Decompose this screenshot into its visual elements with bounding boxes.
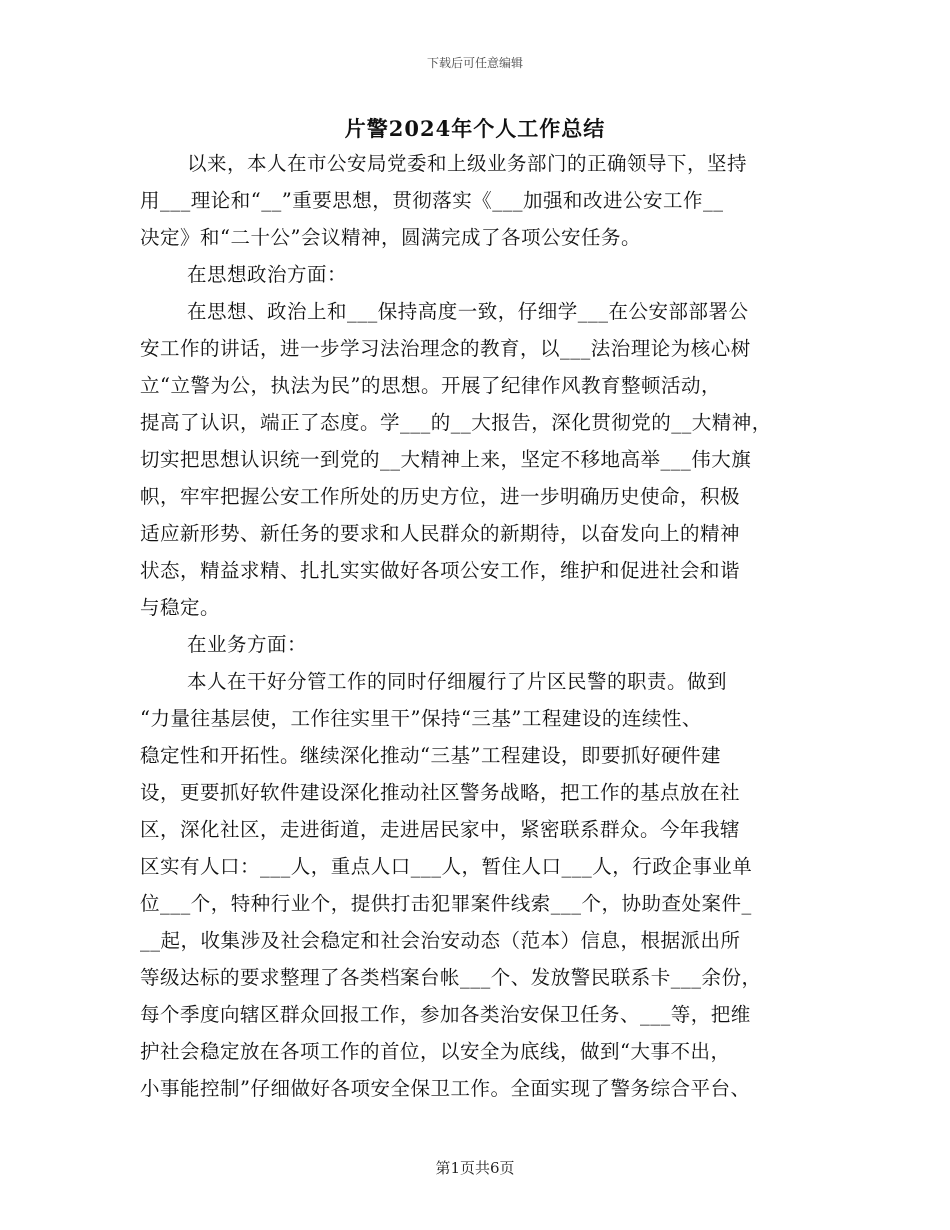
text-line: “力量往基层使，工作往实里干”保持“三基”工程建设的连续性、 [140, 707, 702, 730]
text-line: 护社会稳定放在各项工作的首位，以安全为底线，做到“大事不出， [140, 1040, 731, 1063]
text-line: __起，收集涉及社会稳定和社会治安动态（范本）信息，根据派出所 [140, 929, 741, 952]
text-line: 在思想、政治上和___保持高度一致，仔细学___在公安部部署公 [187, 300, 749, 323]
text-line: 等级达标的要求整理了各类档案台帐___个、发放警民联系卡___余份， [140, 966, 762, 989]
text-line: 提高了认识，端正了态度。学___的__大报告，深化贯彻党的__大精神， [140, 411, 772, 434]
text-line: 小事能控制”仔细做好各项安全保卫工作。全面实现了警务综合平台、 [140, 1077, 751, 1100]
text-line: 帜，牢牢把握公安工作所处的历史方位，进一步明确历史使命，积极 [140, 485, 741, 508]
section-heading: 在业务方面： [187, 633, 308, 656]
header-note: 下载后可任意编辑 [426, 56, 523, 70]
section-heading: 在思想政治方面： [187, 263, 348, 286]
text-line: 安工作的讲话，进一步学习法治理念的教育，以___法治理论为核心树 [140, 337, 751, 360]
text-line: 区，深化社区，走进街道，走进居民家中，紧密联系群众。今年我辖 [140, 818, 741, 841]
text-line: 立“立警为公，执法为民”的思想。开展了纪律作风教育整顿活动， [140, 374, 721, 397]
text-line: 状态，精益求精、扎扎实实做好各项公安工作，维护和促进社会和谐 [140, 559, 741, 582]
text-line: 与稳定。 [140, 596, 221, 619]
text-line: 决定》和“二十公”会议精神，圆满完成了各项公安任务。 [140, 226, 641, 249]
text-line: 位___个，特种行业个，提供打击犯罪案件线索___个，协助查处案件_ [140, 892, 752, 915]
text-line: 以来，本人在市公安局党委和上级业务部门的正确领导下，坚持 [187, 152, 748, 175]
text-line: 每个季度向辖区群众回报工作，参加各类治安保卫任务、___等，把维 [140, 1003, 751, 1026]
text-line: 用___理论和“__”重要思想，贯彻落实《___加强和改进公安工作__ [140, 189, 724, 212]
page-number: 第1页共6页 [435, 1159, 515, 1177]
text-line: 设，更要抓好软件建设深化推动社区警务战略，把工作的基点放在社 [140, 781, 741, 804]
text-line: 本人在干好分管工作的同时仔细履行了片区民警的职责。做到 [187, 670, 728, 693]
document-title: 片警2024年个人工作总结 [344, 116, 606, 141]
document-body [140, 145, 830, 1107]
text-line: 适应新形势、新任务的要求和人民群众的新期待，以奋发向上的精神 [140, 522, 741, 545]
text-line: 切实把思想认识统一到党的__大精神上来，坚定不移地高举___伟大旗 [140, 448, 752, 471]
text-line: 稳定性和开拓性。继续深化推动“三基”工程建设，即要抓好硬件建 [140, 744, 721, 767]
text-line: 区实有人口：___人，重点人口___人，暂住人口___人，行政企事业单 [140, 855, 753, 878]
